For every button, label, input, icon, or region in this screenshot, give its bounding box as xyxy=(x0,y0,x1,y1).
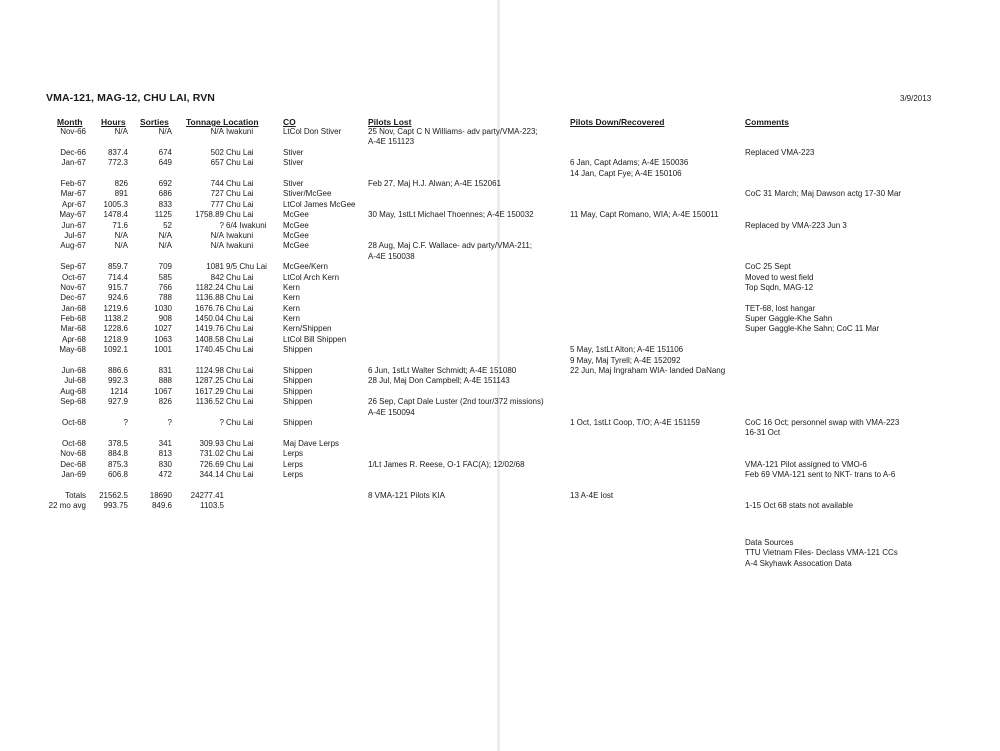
month-cell: Oct-67 xyxy=(61,272,86,282)
pilots-lost-cell: 28 Aug, Maj C.F. Wallace- adv party/VMA-211; A-4E 150038 xyxy=(368,241,533,261)
location-cell: Chu Lai xyxy=(226,345,254,355)
sorties-cell: 766 xyxy=(158,282,172,292)
location-cell: Iwakuni xyxy=(226,127,254,136)
month-cell: Oct-68 xyxy=(61,438,86,448)
location-cell: Chu Lai xyxy=(226,293,254,303)
sorties-cell: 833 xyxy=(158,199,172,209)
table-row xyxy=(0,387,1000,397)
comments-cell: CoC 31 March; Maj Dawson actg 17-30 Mar xyxy=(745,189,902,199)
month-cell: Apr-67 xyxy=(61,199,86,209)
document-date: 3/9/2013 xyxy=(900,94,932,103)
data-source-line: TTU Vietnam Files- Declass VMA-121 CCs xyxy=(745,548,898,558)
location-cell: Chu Lai xyxy=(226,147,254,157)
co-cell: Stiver xyxy=(283,147,304,157)
location-cell: Chu Lai xyxy=(226,314,254,324)
table-row xyxy=(0,273,1000,283)
hours-cell: N/A xyxy=(114,241,128,251)
location-cell: Chu Lai xyxy=(226,210,254,220)
tonnage-cell: 1419.76 xyxy=(195,324,224,334)
tonnage-cell: N/A xyxy=(210,230,224,240)
comments-cell: CoC 16 Oct; personnel swap with VMA-223 16-31 Oct xyxy=(745,418,900,438)
table-row xyxy=(0,470,1000,480)
location-cell: Chu Lai xyxy=(226,324,254,334)
tonnage-cell: N/A xyxy=(210,241,224,251)
table-row xyxy=(0,148,1000,158)
sorties-cell: 1001 xyxy=(154,345,172,355)
month-cell: Feb-68 xyxy=(60,314,86,324)
location-cell: Chu Lai xyxy=(226,189,254,199)
comments-cell: Moved to west field xyxy=(745,272,814,282)
location-cell: Chu Lai xyxy=(226,386,254,396)
sorties-cell: 692 xyxy=(158,178,172,188)
hours-cell: 826 xyxy=(114,178,128,188)
tonnage-cell: 1136.88 xyxy=(195,293,224,303)
hours-cell: 378.5 xyxy=(107,438,128,448)
pilots-lost-cell: 25 Nov, Capt C N Williams- adv party/VMA-223; A-4E 151123 xyxy=(368,127,538,147)
tonnage-cell: 1617.29 xyxy=(195,386,224,396)
hours-cell: 1138.2 xyxy=(104,314,128,324)
month-cell: May-67 xyxy=(59,210,86,220)
tonnage-cell: 1136.52 xyxy=(195,397,224,407)
tonnage-cell: 1450.04 xyxy=(195,314,224,324)
location-cell: Chu Lai xyxy=(226,397,254,407)
location-cell: Chu Lai xyxy=(226,303,254,313)
month-cell: Nov-66 xyxy=(60,127,86,136)
hours-cell: 859.7 xyxy=(107,262,128,272)
hours-cell: 927.9 xyxy=(107,397,128,407)
hours-cell: N/A xyxy=(114,230,128,240)
co-cell: Shippen xyxy=(283,366,313,376)
sorties-cell: 686 xyxy=(158,189,172,199)
month-cell: Jan-68 xyxy=(61,303,86,313)
month-cell: 22 mo avg xyxy=(48,501,86,511)
hours-cell: 1219.6 xyxy=(103,303,128,313)
location-cell: Chu Lai xyxy=(226,178,254,188)
header-pilots-lost: Pilots Lost xyxy=(368,117,412,127)
location-cell: Chu Lai xyxy=(226,199,254,209)
month-cell: Dec-66 xyxy=(60,147,86,157)
comments-cell: Replaced by VMA-223 Jun 3 xyxy=(745,220,847,230)
hours-cell: 1092.1 xyxy=(103,345,128,355)
co-cell: McGee xyxy=(283,210,309,220)
sorties-cell: 1030 xyxy=(154,303,172,313)
data-source-line: A-4 Skyhawk Assocation Data xyxy=(745,558,852,568)
co-cell: Kern xyxy=(283,293,300,303)
tonnage-cell: 1287.25 xyxy=(195,376,224,386)
tonnage-cell: 777 xyxy=(210,199,224,209)
co-cell: Lerps xyxy=(283,459,304,469)
pilots-lost-cell: 28 Jul, Maj Don Campbell; A-4E 151143 xyxy=(368,376,510,386)
pilots-lost-cell: 8 VMA-121 Pilots KIA xyxy=(368,490,445,500)
hours-cell: 993.75 xyxy=(103,501,128,511)
header-tonnage-location: Tonnage Location xyxy=(186,117,259,127)
hours-cell: 992.3 xyxy=(107,376,128,386)
sorties-cell: 674 xyxy=(158,147,172,157)
month-cell: Jun-67 xyxy=(61,220,86,230)
month-cell: Nov-68 xyxy=(60,449,86,459)
pilots-down-cell: 11 May, Capt Romano, WIA; A-4E 150011 xyxy=(570,210,719,220)
comments-cell: 1-15 Oct 68 stats not available xyxy=(745,501,854,511)
location-cell: Iwakuni xyxy=(226,230,254,240)
sorties-cell: 813 xyxy=(158,449,172,459)
sorties-cell: N/A xyxy=(158,127,172,136)
hours-cell: 21562.5 xyxy=(99,490,128,500)
sorties-cell: 472 xyxy=(158,469,172,479)
sorties-cell: 1027 xyxy=(154,324,172,334)
table-row xyxy=(0,397,1000,418)
co-cell: Lerps xyxy=(283,449,304,459)
pilots-lost-cell: 1/Lt James R. Reese, O-1 FAC(A); 12/02/68 xyxy=(368,459,525,469)
table-row xyxy=(0,231,1000,241)
hours-cell: 714.4 xyxy=(107,272,128,282)
co-cell: Shippen xyxy=(283,418,313,428)
month-cell: Apr-68 xyxy=(61,334,86,344)
co-cell: Kern xyxy=(283,303,300,313)
co-cell: LtCol James McGee xyxy=(283,199,356,209)
location-cell: Chu Lai xyxy=(226,366,254,376)
co-cell: Shippen xyxy=(283,397,313,407)
sorties-cell: 1067 xyxy=(154,386,172,396)
table-row xyxy=(0,335,1000,345)
table-row xyxy=(0,480,1000,490)
header-sorties: Sorties xyxy=(140,117,169,127)
tonnage-cell: ? xyxy=(219,418,224,428)
month-cell: Jan-69 xyxy=(61,469,86,479)
tonnage-cell: 1081 xyxy=(206,262,224,272)
co-cell: Shippen xyxy=(283,345,313,355)
hours-cell: 891 xyxy=(114,189,128,199)
header-hours: Hours xyxy=(101,117,126,127)
co-cell: Maj Dave Lerps xyxy=(283,438,340,448)
month-cell: Dec-67 xyxy=(60,293,86,303)
month-cell: Jun-68 xyxy=(61,366,86,376)
tonnage-cell: 842 xyxy=(210,272,224,282)
comments-cell: TET-68, lost hangar xyxy=(745,303,816,313)
co-cell: LtCol Bill Shippen xyxy=(283,334,347,344)
location-cell: Chu Lai xyxy=(226,418,254,428)
tonnage-cell: 1124.98 xyxy=(195,366,224,376)
comments-cell: Top Sqdn, MAG-12 xyxy=(745,282,814,292)
tonnage-cell: 727 xyxy=(210,189,224,199)
month-cell: Mar-67 xyxy=(60,189,86,199)
co-cell: McGee/Kern xyxy=(283,262,328,272)
co-cell: LtCol Arch Kern xyxy=(283,272,340,282)
month-cell: Jul-68 xyxy=(64,376,86,386)
table-row xyxy=(0,501,1000,511)
hours-cell: 886.6 xyxy=(107,366,128,376)
co-cell: Kern xyxy=(283,282,300,292)
month-cell: Mar-68 xyxy=(60,324,86,334)
sorties-cell: 826 xyxy=(158,397,172,407)
table-row xyxy=(0,283,1000,293)
hours-cell: 606.8 xyxy=(107,469,128,479)
month-cell: Sep-68 xyxy=(60,397,86,407)
tonnage-cell: 726.69 xyxy=(199,459,224,469)
co-cell: Stiver/McGee xyxy=(283,189,332,199)
tonnage-cell: 1182.24 xyxy=(195,282,224,292)
table-row xyxy=(0,158,1000,179)
location-cell: Chu Lai xyxy=(226,334,254,344)
hours-cell: 1478.4 xyxy=(103,210,128,220)
tonnage-cell: 657 xyxy=(210,158,224,168)
header-pilots-down: Pilots Down/Recovered xyxy=(570,117,665,127)
data-sources-heading: Data Sources xyxy=(745,538,794,547)
document-title: VMA-121, MAG-12, CHU LAI, RVN xyxy=(46,92,215,104)
location-cell: Chu Lai xyxy=(226,376,254,386)
month-cell: Oct-68 xyxy=(61,418,86,428)
table-row xyxy=(0,324,1000,334)
month-cell: May-68 xyxy=(59,345,86,355)
table-row xyxy=(0,439,1000,449)
co-cell: McGee xyxy=(283,220,309,230)
comments-cell: Super Gaggle-Khe Sahn; CoC 11 Mar xyxy=(745,324,880,334)
location-cell: Iwakuni xyxy=(226,241,254,251)
sorties-cell: 585 xyxy=(158,272,172,282)
sorties-cell: 18690 xyxy=(149,490,172,500)
co-cell: Stiver xyxy=(283,158,304,168)
header-co: CO xyxy=(283,117,296,127)
table-row xyxy=(0,345,1000,366)
month-cell: Sep-67 xyxy=(60,262,86,272)
table-row xyxy=(0,221,1000,231)
table-row xyxy=(0,304,1000,314)
month-cell: Nov-67 xyxy=(60,282,86,292)
location-cell: 9/5 Chu Lai xyxy=(226,262,267,272)
sorties-cell: 52 xyxy=(163,220,172,230)
pilots-down-cell: 6 Jan, Capt Adams; A-4E 150036 14 Jan, Capt Fye; A-4E 150106 xyxy=(570,158,689,178)
tonnage-cell: N/A xyxy=(210,127,224,136)
pilots-down-cell: 13 A-4E lost xyxy=(570,490,614,500)
location-cell: Chu Lai xyxy=(226,469,254,479)
table-row xyxy=(0,314,1000,324)
sorties-cell: 888 xyxy=(158,376,172,386)
tonnage-cell: 1103.5 xyxy=(200,501,224,511)
comments-cell: Replaced VMA-223 xyxy=(745,147,815,157)
month-cell: Jul-67 xyxy=(64,230,86,240)
co-cell: Shippen xyxy=(283,386,313,396)
hours-cell: 1005.3 xyxy=(103,199,128,209)
sorties-cell: N/A xyxy=(158,230,172,240)
sorties-cell: 649 xyxy=(158,158,172,168)
hours-cell: N/A xyxy=(114,127,128,136)
hours-cell: 1228.6 xyxy=(103,324,128,334)
comments-cell: CoC 25 Sept xyxy=(745,262,791,272)
sorties-cell: 709 xyxy=(158,262,172,272)
pilots-lost-cell: 30 May, 1stLt Michael Thoennes; A-4E 150032 xyxy=(368,210,534,220)
sorties-cell: 788 xyxy=(158,293,172,303)
pilots-down-cell: 1 Oct, 1stLt Coop, T/O; A-4E 151159 xyxy=(570,418,700,428)
pilots-lost-cell: Feb 27, Maj H.J. Alwan; A-4E 152061 xyxy=(368,178,501,188)
tonnage-cell: 24277.41 xyxy=(190,490,224,500)
location-cell: Chu Lai xyxy=(226,438,254,448)
table-row xyxy=(0,200,1000,210)
tonnage-cell: 1758.89 xyxy=(195,210,224,220)
co-cell: McGee xyxy=(283,241,309,251)
header-comments: Comments xyxy=(745,117,789,127)
pilots-down-cell: 5 May, 1stLt Alton; A-4E 151106 9 May, Maj Tyrell; A-4E 152092 xyxy=(570,345,684,365)
table-row xyxy=(0,262,1000,272)
sorties-cell: 831 xyxy=(158,366,172,376)
co-cell: Stiver xyxy=(283,178,304,188)
sorties-cell: N/A xyxy=(158,241,172,251)
table-row xyxy=(0,460,1000,470)
data-sources xyxy=(745,538,898,569)
hours-cell: 884.8 xyxy=(107,449,128,459)
hours-cell: 1214 xyxy=(110,386,128,396)
comments-cell: Super Gaggle-Khe Sahn xyxy=(745,314,833,324)
month-cell: Feb-67 xyxy=(60,178,86,188)
table-row xyxy=(0,127,1000,148)
table-row xyxy=(0,179,1000,189)
sorties-cell: 908 xyxy=(158,314,172,324)
tonnage-cell: 1676.76 xyxy=(195,303,224,313)
tonnage-cell: 744 xyxy=(210,178,224,188)
table-row xyxy=(0,491,1000,501)
tonnage-cell: 309.93 xyxy=(199,438,224,448)
sorties-cell: ? xyxy=(167,418,172,428)
pilots-lost-cell: 26 Sep, Capt Dale Luster (2nd tour/372 missions) A-4E 150094 xyxy=(368,397,544,417)
comments-cell: Feb 69 VMA-121 sent to NKT- trans to A-6 xyxy=(745,469,896,479)
month-cell: Jan-67 xyxy=(61,158,86,168)
sorties-cell: 1063 xyxy=(154,334,172,344)
table-row xyxy=(0,449,1000,459)
table-row xyxy=(0,366,1000,376)
table-row xyxy=(0,241,1000,262)
co-cell: McGee xyxy=(283,230,309,240)
tonnage-cell: 502 xyxy=(210,147,224,157)
hours-cell: 875.3 xyxy=(107,459,128,469)
comments-cell: VMA-121 Pilot assigned to VMO-6 xyxy=(745,459,867,469)
hours-cell: 1218.9 xyxy=(103,334,128,344)
sorties-cell: 1125 xyxy=(154,210,172,220)
tonnage-cell: 1408.58 xyxy=(195,334,224,344)
pilots-down-cell: 22 Jun, Maj Ingraham WIA- landed DaNang xyxy=(570,366,726,376)
month-cell: Dec-68 xyxy=(60,459,86,469)
sorties-cell: 849.6 xyxy=(151,501,172,511)
co-cell: LtCol Don Stiver xyxy=(283,127,342,136)
month-cell: Aug-68 xyxy=(60,386,86,396)
month-cell: Aug-67 xyxy=(60,241,86,251)
location-cell: Chu Lai xyxy=(226,449,254,459)
hours-cell: ? xyxy=(123,418,128,428)
hours-cell: 772.3 xyxy=(107,158,128,168)
tonnage-cell: 1740.45 xyxy=(195,345,224,355)
tonnage-cell: 731.02 xyxy=(199,449,224,459)
location-cell: Chu Lai xyxy=(226,282,254,292)
co-cell: Kern/Shippen xyxy=(283,324,332,334)
hours-cell: 837.4 xyxy=(107,147,128,157)
co-cell: Kern xyxy=(283,314,300,324)
table-row xyxy=(0,418,1000,439)
month-cell: Totals xyxy=(65,490,86,500)
hours-cell: 71.6 xyxy=(112,220,128,230)
location-cell: Chu Lai xyxy=(226,459,254,469)
sorties-cell: 341 xyxy=(158,438,172,448)
sorties-cell: 830 xyxy=(158,459,172,469)
tonnage-cell: ? xyxy=(219,220,224,230)
table-row xyxy=(0,189,1000,199)
co-cell: Lerps xyxy=(283,469,304,479)
location-cell: 6/4 Iwakuni xyxy=(226,220,267,230)
table-body xyxy=(0,127,1000,512)
table-row xyxy=(0,376,1000,386)
location-cell: Chu Lai xyxy=(226,272,254,282)
pilots-lost-cell: 6 Jun, 1stLt Walter Schmidt; A-4E 151080 xyxy=(368,366,517,376)
header-month: Month xyxy=(57,117,83,127)
hours-cell: 924.6 xyxy=(107,293,128,303)
tonnage-cell: 344.14 xyxy=(199,469,224,479)
location-cell: Chu Lai xyxy=(226,158,254,168)
co-cell: Shippen xyxy=(283,376,313,386)
table-row xyxy=(0,210,1000,220)
table-row xyxy=(0,293,1000,303)
hours-cell: 915.7 xyxy=(107,282,128,292)
